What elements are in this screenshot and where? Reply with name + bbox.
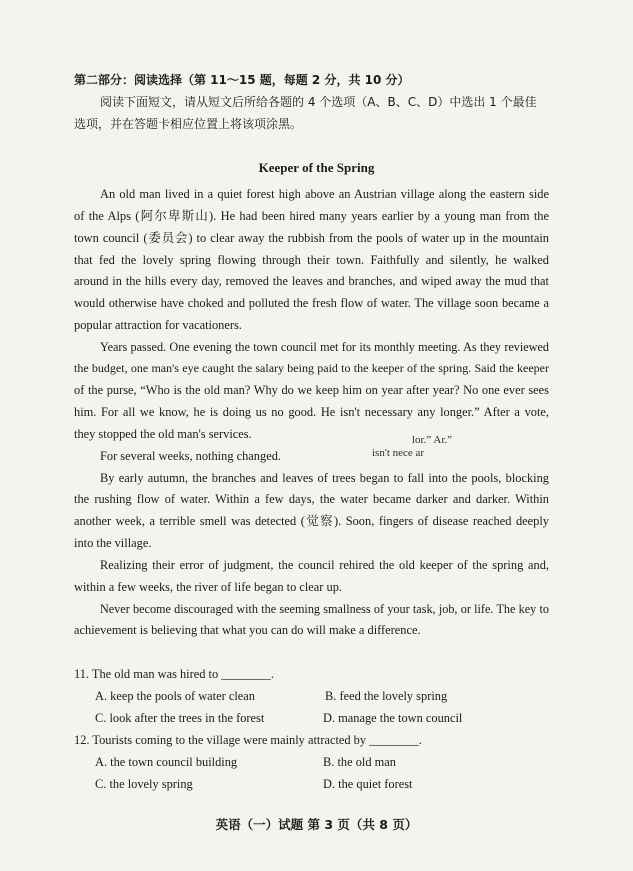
passage-line: An old man lived in a quiet forest high above an Austrian village along the eastern side (100, 187, 549, 201)
question-stem: 12. Tourists coming to the village were mainly attracted by ________. (74, 733, 422, 747)
passage-line: the rushing flow of water. Within a few days, the water became darker and darker. Within (74, 492, 549, 506)
passage-line: Years passed. One evening the town council met for its monthly meeting. As they reviewed (100, 340, 549, 354)
passage-line: achievement is believing that what you can do will make a difference. (74, 623, 421, 637)
question-option: D. manage the town council (323, 711, 463, 725)
passage-line: of the Alps (阿尔卑斯山). He had been hired many years earlier by a young man from the (74, 209, 549, 223)
instruction-line-1: 阅读下面短文，请从短文后所给各题的 4 个选项（A、B、C、D）中选出 1 个最佳 (100, 95, 537, 109)
passage-line: the budget, one man's eye caught the salary being paid to the keeper of the spring. Said the keeper (74, 361, 549, 375)
passage-line: him. For all we know, he is doing us no good. He isn't necessary any longer.” After a vote, (74, 405, 549, 419)
passage-line: into the village. (74, 536, 152, 550)
passage-line: of the purse, “Who is the old man? Why do we keep him on year after year? No one ever sees (74, 383, 549, 397)
passage-line: popular attraction for vacationers. (74, 318, 242, 332)
passage-line: around in the hills every day, removed the leaves and branches, and wiped away the mud that (74, 274, 549, 288)
question-option: A. keep the pools of water clean (95, 689, 255, 703)
instruction-line-2: 选项，并在答题卡相应位置上将该项涂黑。 (74, 117, 303, 131)
question-option: A. the town council building (95, 755, 238, 769)
question-option: D. the quiet forest (323, 777, 413, 791)
passage-line: For several weeks, nothing changed. (100, 449, 281, 463)
passage-line: within a few weeks, the river of life began to clear up. (74, 580, 343, 594)
passage-line: would otherwise have choked and polluted the fresh flow of water. The village soon became a (74, 296, 549, 310)
question-option: B. feed the lovely spring (325, 689, 448, 703)
passage-line: Realizing their error of judgment, the council rehired the old keeper of the spring and, (100, 558, 549, 572)
passage-title: Keeper of the Spring (258, 160, 375, 175)
print-artifact: lor.” Ar.” (412, 434, 453, 446)
question-option: B. the old man (323, 755, 396, 769)
passage-line: Never become discouraged with the seeming smallness of your task, job, or life. The key to (100, 602, 549, 616)
passage-line: that fed the lovely spring flowing through their town. Faithfully and silently, he walked (74, 253, 549, 267)
passage-line: By early autumn, the branches and leaves of trees began to fall into the pools, blocking (100, 471, 549, 485)
print-artifact: isn't nece ar (372, 447, 425, 459)
passage-line: they stopped the old man's services. (74, 427, 252, 441)
question-option: C. the lovely spring (95, 777, 193, 791)
question-stem: 11. The old man was hired to ________. (74, 667, 274, 681)
page-footer: 英语（一）试题 第 3 页（共 8 页） (215, 817, 418, 832)
passage-line: town council (委员会) to clear away the rubbish from the pools of water up in the mountain (74, 231, 549, 245)
passage-line: another week, a terrible smell was detected (觉察). Soon, fingers of disease reached deeply (74, 514, 549, 528)
question-option: C. look after the trees in the forest (95, 711, 265, 725)
section-heading: 第二部分：阅读选择（第 11～15 题，每题 2 分，共 10 分） (74, 73, 410, 87)
